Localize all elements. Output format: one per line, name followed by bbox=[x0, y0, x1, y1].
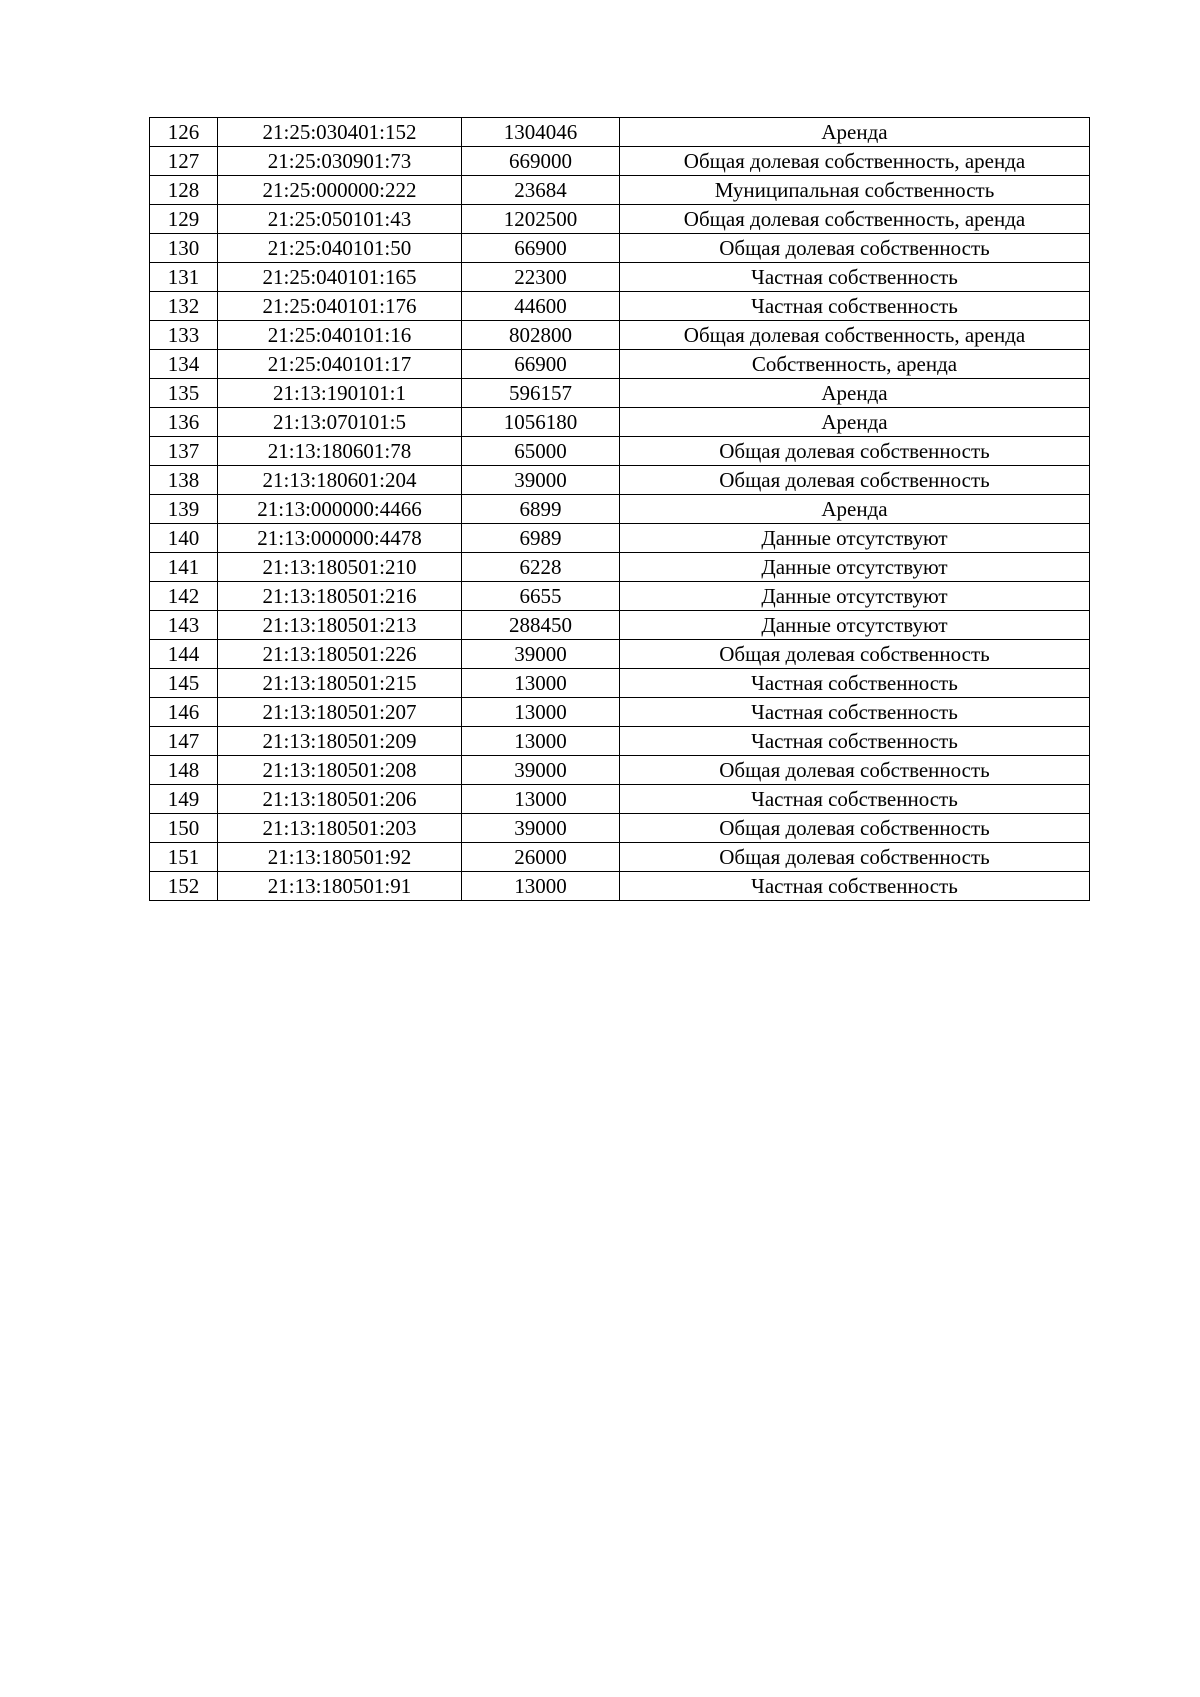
row-number-cell: 130 bbox=[150, 234, 218, 263]
row-number-cell: 139 bbox=[150, 495, 218, 524]
row-number-cell: 129 bbox=[150, 205, 218, 234]
cadastral-number-cell: 21:13:180501:92 bbox=[218, 843, 462, 872]
row-number-cell: 135 bbox=[150, 379, 218, 408]
cadastral-number-cell: 21:13:180501:208 bbox=[218, 756, 462, 785]
area-cell: 22300 bbox=[462, 263, 620, 292]
table-row bbox=[150, 408, 1090, 437]
row-number-cell: 132 bbox=[150, 292, 218, 321]
cadastral-number-cell: 21:25:040101:176 bbox=[218, 292, 462, 321]
right-type-cell: Собственность, аренда bbox=[620, 350, 1090, 379]
right-type-cell: Частная собственность bbox=[620, 698, 1090, 727]
row-number-cell: 136 bbox=[150, 408, 218, 437]
cadastral-number-cell: 21:13:000000:4466 bbox=[218, 495, 462, 524]
area-cell: 802800 bbox=[462, 321, 620, 350]
area-cell: 669000 bbox=[462, 147, 620, 176]
cadastral-number-cell: 21:13:180501:213 bbox=[218, 611, 462, 640]
area-cell: 6228 bbox=[462, 553, 620, 582]
area-cell: 13000 bbox=[462, 669, 620, 698]
table-row bbox=[150, 872, 1090, 901]
area-cell: 66900 bbox=[462, 234, 620, 263]
cadastral-number-cell: 21:25:040101:50 bbox=[218, 234, 462, 263]
table-row bbox=[150, 640, 1090, 669]
area-cell: 39000 bbox=[462, 466, 620, 495]
area-cell: 44600 bbox=[462, 292, 620, 321]
row-number-cell: 133 bbox=[150, 321, 218, 350]
area-cell: 23684 bbox=[462, 176, 620, 205]
row-number-cell: 143 bbox=[150, 611, 218, 640]
right-type-cell: Муниципальная собственность bbox=[620, 176, 1090, 205]
row-number-cell: 126 bbox=[150, 118, 218, 147]
table-row bbox=[150, 669, 1090, 698]
cadastral-number-cell: 21:13:180601:204 bbox=[218, 466, 462, 495]
cadastral-number-cell: 21:25:030901:73 bbox=[218, 147, 462, 176]
row-number-cell: 127 bbox=[150, 147, 218, 176]
area-cell: 6899 bbox=[462, 495, 620, 524]
row-number-cell: 128 bbox=[150, 176, 218, 205]
cadastral-number-cell: 21:13:180601:78 bbox=[218, 437, 462, 466]
table-row bbox=[150, 843, 1090, 872]
cadastral-number-cell: 21:25:030401:152 bbox=[218, 118, 462, 147]
row-number-cell: 150 bbox=[150, 814, 218, 843]
area-cell: 39000 bbox=[462, 814, 620, 843]
table-row bbox=[150, 379, 1090, 408]
area-cell: 13000 bbox=[462, 872, 620, 901]
row-number-cell: 140 bbox=[150, 524, 218, 553]
row-number-cell: 131 bbox=[150, 263, 218, 292]
area-cell: 6989 bbox=[462, 524, 620, 553]
right-type-cell: Общая долевая собственность, аренда bbox=[620, 205, 1090, 234]
area-cell: 13000 bbox=[462, 698, 620, 727]
right-type-cell: Частная собственность bbox=[620, 872, 1090, 901]
right-type-cell: Частная собственность bbox=[620, 669, 1090, 698]
table-row bbox=[150, 263, 1090, 292]
row-number-cell: 145 bbox=[150, 669, 218, 698]
cadastral-number-cell: 21:13:180501:215 bbox=[218, 669, 462, 698]
table-row bbox=[150, 234, 1090, 263]
row-number-cell: 146 bbox=[150, 698, 218, 727]
cadastral-number-cell: 21:13:180501:91 bbox=[218, 872, 462, 901]
area-cell: 596157 bbox=[462, 379, 620, 408]
row-number-cell: 147 bbox=[150, 727, 218, 756]
table-row bbox=[150, 147, 1090, 176]
cadastral-number-cell: 21:25:040101:16 bbox=[218, 321, 462, 350]
right-type-cell: Общая долевая собственность bbox=[620, 814, 1090, 843]
table-row bbox=[150, 756, 1090, 785]
row-number-cell: 142 bbox=[150, 582, 218, 611]
cadastral-number-cell: 21:13:000000:4478 bbox=[218, 524, 462, 553]
row-number-cell: 141 bbox=[150, 553, 218, 582]
cadastral-number-cell: 21:13:180501:210 bbox=[218, 553, 462, 582]
cadastral-number-cell: 21:13:180501:206 bbox=[218, 785, 462, 814]
cadastral-number-cell: 21:13:180501:209 bbox=[218, 727, 462, 756]
table-row bbox=[150, 524, 1090, 553]
right-type-cell: Общая долевая собственность bbox=[620, 843, 1090, 872]
table-row bbox=[150, 350, 1090, 379]
table-row bbox=[150, 118, 1090, 147]
table-row bbox=[150, 698, 1090, 727]
table-row bbox=[150, 176, 1090, 205]
right-type-cell: Данные отсутствуют bbox=[620, 524, 1090, 553]
area-cell: 66900 bbox=[462, 350, 620, 379]
table-row bbox=[150, 437, 1090, 466]
cadastral-number-cell: 21:25:040101:17 bbox=[218, 350, 462, 379]
right-type-cell: Данные отсутствуют bbox=[620, 553, 1090, 582]
right-type-cell: Частная собственность bbox=[620, 727, 1090, 756]
cadastral-number-cell: 21:25:040101:165 bbox=[218, 263, 462, 292]
right-type-cell: Частная собственность bbox=[620, 263, 1090, 292]
table-row bbox=[150, 582, 1090, 611]
cadastral-number-cell: 21:13:070101:5 bbox=[218, 408, 462, 437]
cadastral-number-cell: 21:13:190101:1 bbox=[218, 379, 462, 408]
row-number-cell: 152 bbox=[150, 872, 218, 901]
right-type-cell: Аренда bbox=[620, 495, 1090, 524]
area-cell: 13000 bbox=[462, 727, 620, 756]
table-row bbox=[150, 495, 1090, 524]
cadastral-number-cell: 21:13:180501:226 bbox=[218, 640, 462, 669]
area-cell: 26000 bbox=[462, 843, 620, 872]
table-row bbox=[150, 466, 1090, 495]
area-cell: 1304046 bbox=[462, 118, 620, 147]
row-number-cell: 149 bbox=[150, 785, 218, 814]
area-cell: 13000 bbox=[462, 785, 620, 814]
table-row bbox=[150, 321, 1090, 350]
cadastral-number-cell: 21:25:000000:222 bbox=[218, 176, 462, 205]
area-cell: 1056180 bbox=[462, 408, 620, 437]
cadastral-number-cell: 21:13:180501:216 bbox=[218, 582, 462, 611]
table-row bbox=[150, 814, 1090, 843]
land-plots-table bbox=[149, 117, 1090, 901]
right-type-cell: Общая долевая собственность, аренда bbox=[620, 147, 1090, 176]
area-cell: 39000 bbox=[462, 756, 620, 785]
right-type-cell: Аренда bbox=[620, 408, 1090, 437]
right-type-cell: Общая долевая собственность bbox=[620, 234, 1090, 263]
right-type-cell: Данные отсутствуют bbox=[620, 582, 1090, 611]
row-number-cell: 144 bbox=[150, 640, 218, 669]
right-type-cell: Общая долевая собственность, аренда bbox=[620, 321, 1090, 350]
area-cell: 288450 bbox=[462, 611, 620, 640]
row-number-cell: 148 bbox=[150, 756, 218, 785]
right-type-cell: Аренда bbox=[620, 118, 1090, 147]
table-row bbox=[150, 727, 1090, 756]
table-row bbox=[150, 292, 1090, 321]
right-type-cell: Общая долевая собственность bbox=[620, 437, 1090, 466]
area-cell: 39000 bbox=[462, 640, 620, 669]
cadastral-number-cell: 21:25:050101:43 bbox=[218, 205, 462, 234]
table-row bbox=[150, 205, 1090, 234]
area-cell: 65000 bbox=[462, 437, 620, 466]
right-type-cell: Общая долевая собственность bbox=[620, 640, 1090, 669]
right-type-cell: Данные отсутствуют bbox=[620, 611, 1090, 640]
right-type-cell: Общая долевая собственность bbox=[620, 756, 1090, 785]
table-row bbox=[150, 553, 1090, 582]
right-type-cell: Частная собственность bbox=[620, 292, 1090, 321]
cadastral-number-cell: 21:13:180501:207 bbox=[218, 698, 462, 727]
right-type-cell: Частная собственность bbox=[620, 785, 1090, 814]
row-number-cell: 138 bbox=[150, 466, 218, 495]
area-cell: 1202500 bbox=[462, 205, 620, 234]
row-number-cell: 137 bbox=[150, 437, 218, 466]
row-number-cell: 151 bbox=[150, 843, 218, 872]
table-row bbox=[150, 785, 1090, 814]
right-type-cell: Общая долевая собственность bbox=[620, 466, 1090, 495]
row-number-cell: 134 bbox=[150, 350, 218, 379]
cadastral-number-cell: 21:13:180501:203 bbox=[218, 814, 462, 843]
right-type-cell: Аренда bbox=[620, 379, 1090, 408]
table-body bbox=[150, 118, 1090, 901]
table-row bbox=[150, 611, 1090, 640]
area-cell: 6655 bbox=[462, 582, 620, 611]
